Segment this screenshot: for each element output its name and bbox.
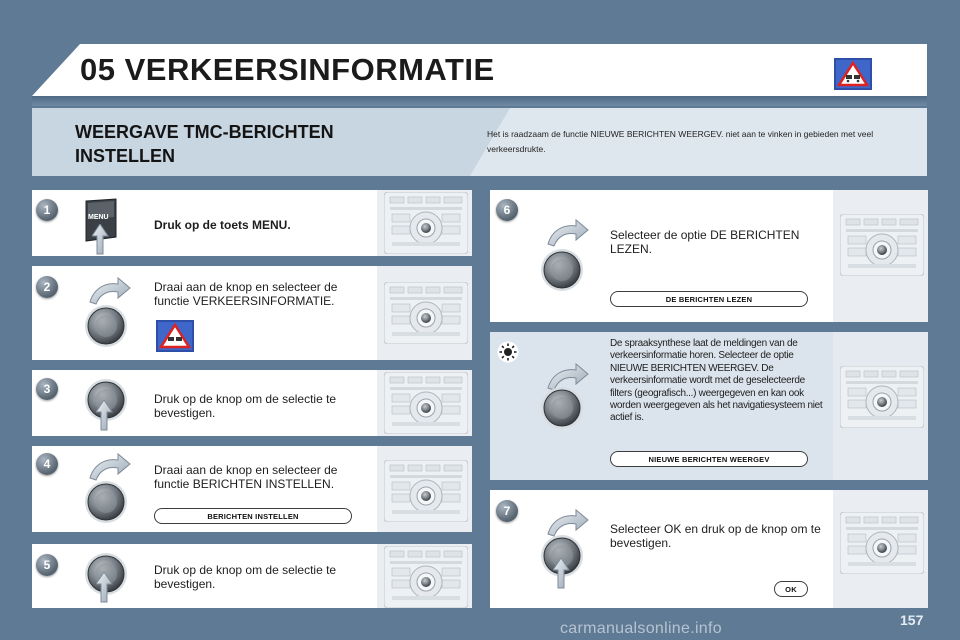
press-arrow-icon: [92, 224, 110, 256]
step-number-badge: 2: [36, 276, 58, 298]
step-instruction: Druk op de toets MENU.: [154, 218, 291, 232]
menu-button-label: MENU: [88, 214, 109, 221]
rotary-knob-icon: [84, 304, 128, 348]
control-console-icon: [840, 512, 924, 574]
step-number-badge: 6: [496, 199, 518, 221]
press-arrow-icon: [553, 558, 571, 590]
control-console-icon: [384, 282, 468, 344]
step-number-badge: 7: [496, 500, 518, 522]
step-instruction: Selecteer OK en druk op de knop om te bevestigen.: [610, 522, 821, 550]
rotate-arrow-icon: [88, 452, 132, 482]
header-decoration-band: [32, 96, 927, 106]
page-title: 05 VERKEERSINFORMATIE: [80, 52, 495, 87]
tip-text: De spraaksynthese laat de meldingen van de verkeersinformatie horen. Selecteer de optie NIEUWE BERICHTEN WEERGEV. De verkeersinformatie wordt met de geselecteerde filters (geografisch...) weergegeven en kan ook worden weergegeven als het navigatiesysteem niet actief is.: [610, 338, 823, 424]
press-arrow-icon: [96, 572, 114, 604]
control-console-icon: [840, 366, 924, 428]
traffic-info-icon: [156, 320, 194, 352]
menu-option-pill: BERICHTEN INSTELLEN: [154, 508, 352, 524]
rotate-arrow-icon: [88, 276, 132, 306]
step-number-badge: 1: [36, 199, 58, 221]
press-arrow-icon: [96, 400, 114, 432]
control-console-icon: [384, 460, 468, 522]
rotary-knob-icon: [540, 386, 584, 430]
step-instruction: Druk op de knop om de selectie te bevestigen.: [154, 392, 337, 420]
control-console-icon: [384, 546, 468, 608]
step-number-badge: 3: [36, 378, 58, 400]
step-number-badge: 4: [36, 453, 58, 475]
control-console-icon: [384, 192, 468, 254]
menu-option-pill: DE BERICHTEN LEZEN: [610, 291, 808, 307]
step-number-badge: 5: [36, 554, 58, 576]
control-console-icon: [384, 372, 468, 434]
menu-option-pill: NIEUWE BERICHTEN WEERGEV: [610, 451, 808, 467]
intro-note: Het is raadzaam de functie NIEUWE BERICHTEN WEERGEV. niet aan te vinken in gebieden met veel verkeersdrukte.: [487, 129, 874, 154]
step-instruction: Selecteer de optie DE BERICHTEN LEZEN.: [610, 228, 800, 256]
step-instruction: Draai aan de knop en selecteer de functie VERKEERSINFORMATIE.: [154, 280, 338, 308]
watermark: carmanualsonline.info: [560, 620, 722, 637]
control-console-icon: [840, 214, 924, 276]
step-instruction: Draai aan de knop en selecteer de functie BERICHTEN INSTELLEN.: [154, 463, 338, 491]
traffic-info-icon: [834, 58, 872, 90]
page-number: 157: [900, 612, 924, 628]
step-instruction: Druk op de knop om de selectie te bevestigen.: [154, 563, 337, 591]
rotary-knob-icon: [540, 248, 584, 292]
sun-icon: [497, 341, 519, 363]
menu-option-pill: OK: [774, 581, 808, 597]
rotary-knob-icon: [84, 480, 128, 524]
section-heading: WEERGAVE TMC-BERICHTEN INSTELLEN: [75, 122, 334, 166]
rotate-arrow-icon: [546, 218, 590, 248]
